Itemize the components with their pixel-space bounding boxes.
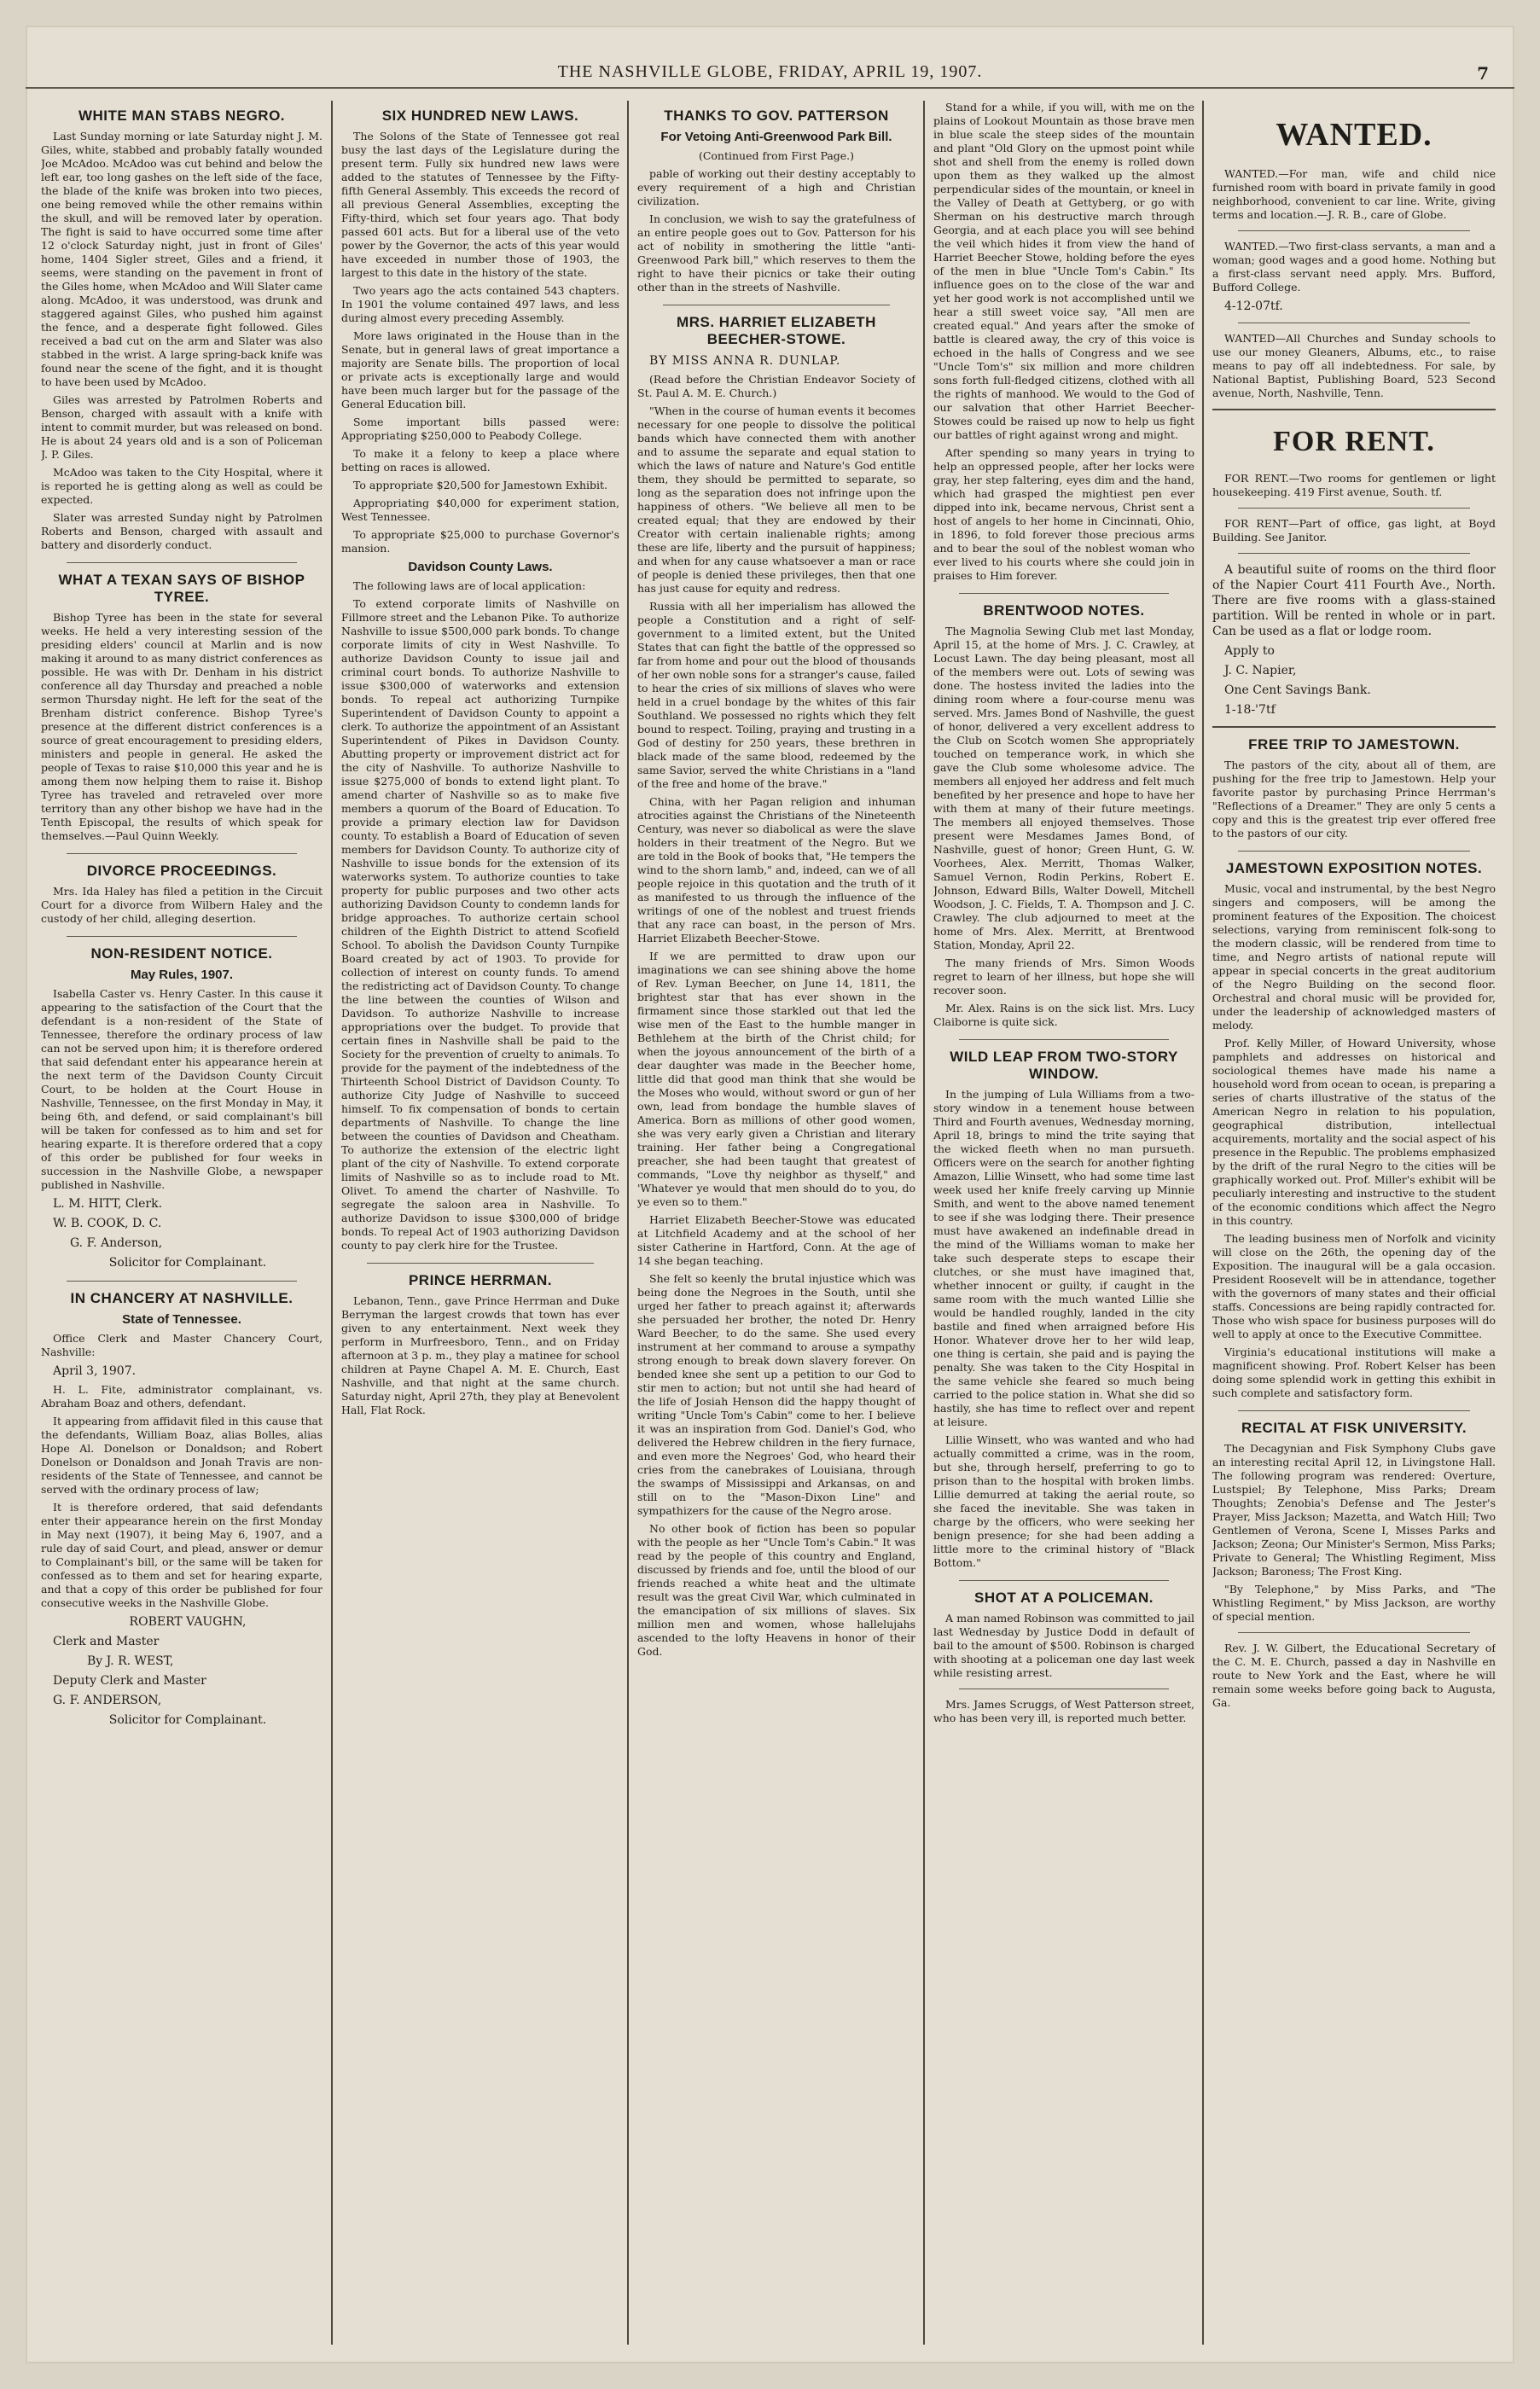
- divider: [1238, 230, 1470, 231]
- signature: Solicitor for Complainant.: [108, 1713, 267, 1727]
- article-paragraph: To appropriate $20,500 for Jamestown Exhibit.: [353, 479, 608, 491]
- masthead-title: THE NASHVILLE GLOBE, FRIDAY, APRIL 19, 1907.: [557, 61, 983, 81]
- article-paragraph: It appearing from affidavit filed in this cause that the defendants, William Boaz, alias Bolles, alias Hope Al. Donelson or Donaldson; and Robert Donelson or Donaldson and Jonah Travis are non-residents of the State of Tennessee, and cannot be served with the ordinary process of law;: [41, 1415, 323, 1496]
- article-headline: THANKS TO GOV. PATTERSON: [664, 108, 889, 124]
- article-paragraph: Rev. J. W. Gilbert, the Educational Secretary of the C. M. E. Church, passed a day in Nashville en route to New York and the East, where he will remain some weeks before going back to Augusta, Ga.: [1212, 1642, 1496, 1709]
- display-ad-napier: A beautiful suite of rooms on the third floor of the Napier Court 411 Fourth Ave., North. There are five rooms with a glass-stained partition. Will be rented in whole or in part. Can be used as a flat or lodge room.: [1212, 563, 1496, 638]
- article-headline: WILD LEAP FROM TWO-STORY WINDOW.: [950, 1049, 1178, 1082]
- newspaper-page: [26, 26, 1514, 2363]
- column-2: [341, 101, 619, 2345]
- for-rent-heading: FOR RENT.: [1273, 426, 1435, 457]
- signature: G. F. ANDERSON,: [53, 1694, 162, 1707]
- signature: G. F. Anderson,: [70, 1236, 163, 1250]
- signature: Clerk and Master: [53, 1635, 160, 1648]
- column-rule: [331, 101, 333, 2345]
- article-paragraph: In conclusion, we wish to say the gratefulness of an entire people goes out to Gov. Patterson for his act of nobility in smothering the little "anti-Greenwood Park bill," which reserves to them the right to have their picnics or take their outing other than in the streets of Nashville.: [637, 212, 915, 294]
- article-paragraph: In the jumping of Lula Williams from a two-story window in a tenement house between Third and Fourth avenues, Wednesday morning, April 18, brings to mind the trite saying that the wicked fleeth when no man pursueth. Officers were on the search for another fighting Amazon, Lillie Winsett, who had some time last week used her knife freely carving up Minnie Smith, and went to the above named tenement to see if she was lodging there. Their presence must have awakened an indefinable dread in the mind of the Williams woman to make her take such desperate steps to escape their clutches, or she must have imagined that, whether innocent or guilty, if caught in the same room with the much wanted Lillie she would be handled roughly, landed in the city bastile and fined when arraigned before His Honor. Whatever drove her to her wild leap, one thing is certain, she paid and is paying the penalty. She was taken to the City Hospital in the same vehicle she feared so much being carried to the police station in. What she did so hastily, she has time to reflect over and repent at leisure.: [933, 1088, 1194, 1428]
- article-paragraph: The many friends of Mrs. Simon Woods regret to learn of her illness, but hope she will recover soon.: [933, 956, 1194, 997]
- article-paragraph: To extend corporate limits of Nashville on Fillmore street and the Lebanon Pike. To authorize Nashville to issue $500,000 park bonds. To change corporate limits of city in West Nashville. To authorize Davidson County to issue jail and criminal court bonds. To authorize Nashville to issue $300,000 of waterworks and extension bonds. To repeal act authorizing Turnpike Superintendent of Davidson County to appoint a clerk. To authorize the appointment of an Assistant Superintendent of Pikes in Davidson County. Abutting property or improvement district act for the city of Nashville. To authorize Nashville to issue $275,000 of bonds to extend light plant. To amend charter of Nashville so as to make five members a quorum of the Board of Education. To provide a primary election law for Davidson county. To establish a Board of Education of seven members for Davidson County. To authorize city of Nashville to issue bonds for the extension of its waterworks system. To authorize counties to take property for public purposes and two other acts authorizing Davidson County to condemn lands for bridge approaches. To authorize certain school children of the Eighth District to attend Scofield School. To abolish the Davidson County Turnpike Board created by act of 1903. To provide for collection of interest on county funds. To amend the redistricting act of Davidson County. To change the line between the counties of Wilson and Davidson. To authorize Nashville to increase appropriations over the budget. To provide that certain fines in Nashville shall be paid to the Society for the prevention of cruelty to animals. To provide for the payment of the indebtedness of the Thirteenth School District of Davidson County. To authorize City Judge of Nashville to succeed himself. To fix compensation of bonds to certain departments of Nashville. To change the line between the counties of Davidson and Cheatham. To authorize the extension of the electric light plant of the city of Nashville. To extend corporate limits of Nashville so as to include road to Mt. Olivet. To amend the charter of Nashville. To segregate the saloon area in Nashville. To authorize Davidson to issue $300,000 of bridge bonds. To repeal Act of 1903 authorizing Davidson county to pay clerk hire for the Trustee.: [341, 597, 619, 1252]
- article-paragraph: She felt so keenly the brutal injustice which was being done the Negroes in the South, until she urged her father to preach against it; afterwards she persuaded her brother, the noted Dr. Henry Ward Beecher, to do the same. She used every instrument at her command to arouse a sympathy strong enough to break down slavery forever. On bended knee she sent up a petition to our God to stir men to action; but not until she had heard of the life of Josiah Henson did the happy thought of writing "Uncle Tom's Cabin" come to her. I believe it was an inspiration from God. Daniel's God, who delivered the Hebrew children in the fiery furnace, and even more the Negroes' God, who heard their cries from the canebrakes of Louisiana, through the swamps of Mississippi and Arkansas, on and still on to the "Mason-Dixon Line" and sympathizers for the cause of the Negro arose.: [637, 1272, 915, 1517]
- article-headline: WHITE MAN STABS NEGRO.: [78, 108, 286, 124]
- divider: [1238, 508, 1470, 509]
- ad-code: 1-18-'7tf: [1224, 703, 1276, 717]
- article-jamestown: [1212, 860, 1496, 1400]
- article-paragraph: The Decagynian and Fisk Symphony Clubs gave an interesting recital April 12, in Livingstone Hall. The following program was rendered: Overture, Lustspiel; By Telephone, Miss Parks; Dream Thoughts; Zenobia's Defense and The Jester's Prayer, Miss Jackson; Mazetta, and Watch Hill; Two Gentlemen of Verona, Scene I, Misses Parks and Jackson; Zeona; Our Minister's Sermon, Miss Parks; Private to General; The Whistling Regiment, Miss Jackson; Baroness; The Frost King.: [1212, 1442, 1496, 1578]
- article-paragraph: It is therefore ordered, that said defendants enter their appearance herein on the first Monday in May next (1907), it being May 6, 1907, and a rule day of said Court, and plead, answer or demur to Complainant's bill, or the same will be taken for confessed as to them and set for hearing exparte, and that a copy of this order be published for four consecutive weeks in the Nashville Globe.: [41, 1501, 323, 1609]
- column-3: [637, 101, 915, 2345]
- article-paragraph: pable of working out their destiny acceptably to every requirement of a high and Christian civilization.: [637, 167, 915, 207]
- classified-ad: WANTED.—For man, wife and child nice furnished room with board in private family in good neighborhood, convenient to car line. Write, giving terms and location.—J. R. B., care of Globe.: [1212, 167, 1496, 221]
- byline: BY MISS ANNA R. DUNLAP.: [649, 354, 841, 368]
- article-shot: [933, 1590, 1194, 1725]
- article-headline: MRS. HARRIET ELIZABETH BEECHER-STOWE.: [677, 314, 876, 347]
- article-headline: SHOT AT A POLICEMAN.: [974, 1590, 1154, 1606]
- article-paragraph: China, with her Pagan religion and inhuman atrocities against the Christians of the Nineteenth Century, was never so diabolical as were the slave holders in their treatment of the Negro. But we are told in the Book of books that, "He tempers the wind to the shorn lamb," and, indeed, can we of all people rejoice in this quotation and the truth of it as manifested to us through the influence of the writings of one of the noblest and truest friends that any race can boast, in the person of Mrs. Harriet Elizabeth Beecher-Stowe.: [637, 795, 915, 945]
- divider: [959, 1039, 1169, 1040]
- article-paragraph: Appropriating $40,000 for experiment station, West Tennessee.: [341, 497, 619, 523]
- divider: [1238, 851, 1470, 852]
- divider: [367, 1263, 594, 1264]
- signature: Deputy Clerk and Master: [53, 1674, 206, 1688]
- article-paragraph: To make it a felony to keep a place where betting on races is allowed.: [341, 447, 619, 474]
- article-headline: NON-RESIDENT NOTICE.: [90, 945, 273, 962]
- ad-bank: One Cent Savings Bank.: [1224, 683, 1371, 697]
- article-paragraph: "When in the course of human events it becomes necessary for one people to dissolve the political bands which have connected them with another and to assume the separate and equal station to which the laws of nature and Nature's God entitle them, they should be permitted to separate, so long as the separation does not infringe upon the happiness of others. "We believe all men to be created equal; that they are endowed by their Creator with certain inalienable rights; among these are life, liberty and the pursuit of happiness; and when for any cause whatsoever a man or race of people is denied these privileges, then that one has just cause for equity and redress.: [637, 404, 915, 595]
- article-paragraph: McAdoo was taken to the City Hospital, where it is reported he is getting along as well as could be expected.: [41, 466, 323, 506]
- article-paragraph: "By Telephone," by Miss Parks, and "The Whistling Regiment," by Miss Jackson, are worthy of special mention.: [1212, 1583, 1496, 1623]
- article-paragraph: More laws originated in the House than in the Senate, but in general laws of great importance a majority are Senate bills. The proportion of local or private acts is exceptionally large and would have been much larger but for the passage of the General Education bill.: [341, 329, 619, 410]
- column-1: [41, 101, 323, 2345]
- divider: [67, 1281, 297, 1282]
- classified-ad: FOR RENT—Part of office, gas light, at Boyd Building. See Janitor.: [1212, 517, 1496, 543]
- article-subhead: May Rules, 1907.: [130, 968, 234, 982]
- divider: [1238, 553, 1470, 554]
- article-headline: WHAT A TEXAN SAYS OF BISHOP TYREE.: [58, 572, 305, 605]
- article-paragraph: No other book of fiction has been so popular with the people as her "Uncle Tom's Cabin." It was read by the people of this country and England, discussed by friends and foe, until the blood of our friends reached a white heat and the ultimate result was the great Civil War, which culminated in the emancipation of six millions of slaves. Six million men and women, whose hallelujahs ascended to the lofty Heavens in honor of their God.: [637, 1522, 915, 1658]
- article-paragraph: Russia with all her imperialism has allowed the people a Constitution and a right of self-government to a limited extent, but the United States that can fight the battle of the oppressed so far from home and pour out the blood of thousands of her own noble sons for a stranger's cause, failed to hear the cries of six millions of slaves who were held in a cruel bondage by the whites of this fair Southland. We possessed no rights which they felt bound to respect. Toiling, praying and trusting in a God of destiny for 250 years, these brethren in black made of the same blood, redeemed by the same Savior, served the white Christians in a "land of the free and home of the brave.": [637, 600, 915, 790]
- article-thanks: [637, 108, 915, 294]
- classified-ad: WANTED.—Two first-class servants, a man and a woman; good wages and a good home. Nothing but a first-class servant need apply. Mrs. Bufford, Bufford College.: [1212, 240, 1496, 294]
- columns: [41, 101, 1500, 2345]
- ad-name: J. C. Napier,: [1224, 664, 1297, 677]
- classified-ad: FOR RENT.—Two rooms for gentlemen or light housekeeping. 419 First avenue, South. tf.: [1212, 472, 1496, 498]
- column-5: [1212, 101, 1496, 2345]
- column-rule: [1202, 101, 1204, 2345]
- article-paragraph: Mrs. James Scruggs, of West Patterson street, who has been very ill, is reported much better.: [933, 1698, 1194, 1724]
- article-brentwood: [933, 602, 1194, 1029]
- notice-nonresident: [41, 945, 323, 1270]
- article-paragraph: Last Sunday morning or late Saturday night J. M. Giles, white, stabbed and probably fatally wounded Joe McAdoo. McAdoo was cut behind and below the left ear, too long gashes on the left side of the face, the blade of the knife was broken into two pieces, one being removed while the other remains within the skull, and will be removed later by operation. The fight is said to have occurred some time after 12 o'clock Saturday night, just in front of Giles' home, 1404 Sigler street, Giles and a friend, it seems, were standing on the pavement in front of the Giles home, when McAdoo and Will Slater came along. McAdoo, it was understood, was drunk and staggered against Giles, who pushed him against the fence, and a desperate fight followed. Giles received a bad cut on the arm and Slater was also stabbed in the wrist. A large spring-back knife was found near the scene of the fight, and it is thought to have been used by McAdoo.: [41, 130, 323, 388]
- column-rule: [627, 101, 629, 2345]
- classified-ad: WANTED—All Churches and Sunday schools to use our money Gleaners, Albums, etc., to raise means to pay off all indebtedness. For sale, by National Baptist, Publishing Board, 523 Second avenue, North, Nashville, Tenn.: [1212, 332, 1496, 399]
- divider: [1212, 409, 1496, 410]
- notice-date: April 3, 1907.: [53, 1364, 137, 1378]
- article-paragraph: Some important bills passed were: Appropriating $250,000 to Peabody College.: [341, 416, 619, 442]
- article-paragraph: Lebanon, Tenn., gave Prince Herrman and Duke Berryman the largest crowds that town has ever given to any entertainment. Next week they perform in Murfreesboro, Tenn., and on Friday afternoon at 3 p. m., they play a matinee for school children at Payne Chapel A. M. E. Church, East Nashville, and that night at the same church. Saturday night, April 27th, they play at Benevolent Hall, Flat Rock.: [341, 1294, 619, 1416]
- wanted-heading: WANTED.: [1276, 117, 1432, 153]
- page-number: 7: [1477, 63, 1489, 84]
- article-subhead: For Vetoing Anti-Greenwood Park Bill.: [660, 130, 892, 144]
- continued-note: (Continued from First Page.): [698, 149, 855, 162]
- article-paragraph: Slater was arrested Sunday night by Patrolmen Roberts and Benson, charged with assault and battery and disorderly conduct.: [41, 511, 323, 551]
- article-free-trip: [1212, 736, 1496, 840]
- divider: [1212, 726, 1496, 728]
- article-paragraph: A man named Robinson was committed to jail last Wednesday by Justice Dodd in default of bail to the amount of $500. Robinson is charged with shooting at a policeman one day last week while resisting arrest.: [933, 1612, 1194, 1679]
- notice-chancery: [41, 1290, 323, 1728]
- article-headline: DIVORCE PROCEEDINGS.: [86, 863, 277, 879]
- divider: [1238, 1632, 1470, 1633]
- article-paragraph: (Read before the Christian Endeavor Society of St. Paul A. M. E. Church.): [637, 373, 915, 399]
- article-paragraph: The Solons of the State of Tennessee got real busy the last days of the Legislature during the present term. Fully six hundred new laws were added to the statutes of Tennessee by the Fifty-fifth General Assembly. This exceeds the record of all previous General Assemblies, excepting the Fifty-third, which set four years ago. That body passed 601 acts. But for a liberal use of the veto power by the Governor, the acts of this year would have exceeded in number those of 1903, the largest to this date in the history of the state.: [341, 130, 619, 279]
- article-paragraph: Stand for a while, if you will, with me on the plains of Lookout Mountain as those brave men in blue scale the steep sides of the mountain and plant "Old Glory on the upmost point while shot and shell from the enemy is rolled down upon them as they walked up the almost perpendicular sides of the mountain, or kneel in the Valley of Death at Gettyberg, or go with Sherman on his destructive march through Georgia, and at each place you will see behind the veil which hides it from view the hand of Harriet Beecher Stowe, holding before the eyes of the men in blue "Uncle Tom's Cabin." Its influence goes on to the close of the war and yet her good work is not accomplished until we hear a still sweet voice say, "All men are created equal." And years after the smoke of battle is cleared away, the cry of this voice is echoed in the halls of Congress and we see "Uncle Tom's" six million and more children sons forth full-fledged citizens, clothed with all the rights of manhood. We would to the God of our salvation that other Harriet Beecher-Stowes could be raised up now to help us fight our battles of right against wrong and might.: [933, 101, 1194, 441]
- ad-code: 4-12-07tf.: [1224, 299, 1283, 313]
- article-paragraph: The following laws are of local application:: [353, 579, 586, 592]
- article-headline: RECITAL AT FISK UNIVERSITY.: [1241, 1420, 1467, 1436]
- article-headline: BRENTWOOD NOTES.: [983, 602, 1145, 619]
- article-paragraph: The pastors of the city, about all of them, are pushing for the free trip to Jamestown. Help your favorite pastor by purchasing Prince Herrman's "Reflections of a Dreamer." They are only 5 cents a copy and this is the greatest trip ever offered free to the pastors of our city.: [1212, 759, 1496, 840]
- column-4: [933, 101, 1194, 2345]
- article-laws: [341, 108, 619, 1253]
- article-stabs: [41, 108, 323, 552]
- article-paragraph: The Magnolia Sewing Club met last Monday, April 15, at the home of Mrs. J. C. Crawley, at Locust Lawn. The day being pleasant, most all of the members were out. Lots of sewing was done. The hostess invited the ladies into the dining room where a four-course menu was served. Mrs. James Bond of Nashville, the guest of honor, delivered a very excellent address to the Club on Scotch women She appropriately touched on temperance work, in which she gave the Club some wholesome advice. The members all enjoyed her address and felt much benefited by her presence and hope to have her with them at many of their future meetings. The members all enjoyed themselves. Those present were Mesdames James Bond, of Nashville, guest of honor; Green Hunt, G. W. Voorhees, Alex. Merritt, Thomas Walker, Samuel Vernon, Rodin Perkins, Robert E. Johnson, Edward Bills, Walter Dowell, Mitchell Woodson, J. C. Fields, T. A. Thompson and J. C. Crawley. The club adjourned to meet at the home of Mrs. Alex. Merritt, at Brentwood Station, Monday, April 22.: [933, 625, 1194, 951]
- signature: By J. R. WEST,: [87, 1654, 174, 1668]
- article-paragraph: Harriet Elizabeth Beecher-Stowe was educated at Litchfield Academy and at the school of her sister Catherine in Hartford, Conn. At the age of 14 she began teaching.: [637, 1213, 915, 1267]
- article-paragraph: Isabella Caster vs. Henry Caster. In this cause it appearing to the satisfaction of the Court that the defendant is a non-resident of the State of Tennessee, therefore the ordinary process of law can not be served upon him; it is therefore ordered that said defendant enter his appearance herein at the next term of the Davidson County Circuit Court, to be holden at the Court House in Nashville, Tennessee, on the first Monday in May, it being 6th, and defend, or said complainant's bill will be taken for confessed as to him and set for hearing exparte. It is therefore ordered that a copy of this order be published for four weeks in succession in the Nashville Globe, a newspaper published in Nashville.: [41, 987, 323, 1191]
- article-headline: PRINCE HERRMAN.: [408, 1272, 553, 1288]
- signature: W. B. COOK, D. C.: [53, 1217, 162, 1230]
- article-paragraph: Office Clerk and Master Chancery Court, Nashville:: [41, 1332, 323, 1358]
- article-herrman: [341, 1272, 619, 1417]
- article-headline: SIX HUNDRED NEW LAWS.: [381, 108, 579, 124]
- article-stowe: [637, 314, 915, 1659]
- article-leap: [933, 1049, 1194, 1570]
- article-texan: [41, 572, 323, 843]
- article-headline: FREE TRIP TO JAMESTOWN.: [1248, 736, 1460, 753]
- signature: L. M. HITT, Clerk.: [53, 1197, 163, 1211]
- divider: [1238, 1410, 1470, 1411]
- article-stowe-cont: [933, 101, 1194, 583]
- divider: [959, 1580, 1169, 1581]
- article-paragraph: Lillie Winsett, who was wanted and who had actually committed a crime, was in the room, but she, through herself, preferring to go to prison than to the hospital with broken limbs. Lillie demurred at taking the aerial route, so she faced the inevitable. She was taken in charge by the officers, who were seeking her benign presence; for she had been adding a little more to the criminal history of "Black Bottom.": [933, 1433, 1194, 1569]
- article-paragraph: After spending so many years in trying to help an oppressed people, after her locks were gray, her step faltering, eyes dim and the hand, which had grasped the mightiest pen ever dipped into ink, became nervous, Christ sent a host of angels to her home in Cincinnati, Ohio, in 1896, to fold forever those precious arms and to bear the soul of the noblest woman who ever lived to his courts where she could join in praises to Him forever.: [933, 446, 1194, 582]
- article-headline: IN CHANCERY AT NASHVILLE.: [70, 1290, 293, 1306]
- article-divorce: [41, 863, 323, 926]
- divider: [67, 562, 297, 563]
- page-header: [26, 56, 1514, 89]
- article-paragraph: Prof. Kelly Miller, of Howard University, whose pamphlets and addresses on historical and sociological themes have made his name a household word from ocean to ocean, is preparing a series of charts illustrative of the status of the American Negro in relation to his population, geographical distribution, intellectual acquirements, mortality and the social aspect of his presence in the Republic. The problems emphasized by the drift of the rural Negro to the cities will be graphically worked out. Prof. Miller's exhibit will be peculiarly interesting and instructive to the student of the economic conditions which affect the Negro in this country.: [1212, 1037, 1496, 1227]
- article-headline: JAMESTOWN EXPOSITION NOTES.: [1225, 860, 1483, 876]
- column-rule: [923, 101, 925, 2345]
- article-paragraph: Music, vocal and instrumental, by the best Negro singers and composers, will be among the prominent features of the Exposition. The choicest selections, varying from reminiscent folk-song to the modern classic, will be rendered from time to time, and Negro artists of national repute will appear in special concerts in the great auditorium of the Negro Building on the second floor. Orchestral and choral music will be provided for, under the leadership of acknowledged masters of melody.: [1212, 882, 1496, 1032]
- article-paragraph: H. L. Fite, administrator complainant, vs. Abraham Boaz and others, defendant.: [41, 1383, 323, 1410]
- article-paragraph: Two years ago the acts contained 543 chapters. In 1901 the volume contained 497 laws, and less during almost every preceding Assembly.: [341, 284, 619, 324]
- signature: ROBERT VAUGHN,: [129, 1615, 247, 1629]
- article-fisk: [1212, 1420, 1496, 1710]
- article-subhead: Davidson County Laws.: [408, 560, 553, 574]
- ad-apply: Apply to: [1224, 644, 1275, 658]
- article-paragraph: The leading business men of Norfolk and vicinity will close on the 26th, the opening day of the Exposition. The inaugural will be a gala occasion. President Roosevelt will be in attendance, together with the governors of many states and their official staffs. Concessions are being rapidly contracted for. Those who wish space for business purposes will do well to apply at once to the Executive Committee.: [1212, 1232, 1496, 1340]
- article-paragraph: If we are permitted to draw upon our imaginations we can see shining above the home of Rev. Lyman Beecher, on June 14, 1811, the brightest star that has ever shown in the firmament since those starkled out that led the wise men of the East to the humble manger in Bethlehem at the birth of the Christ child; for when the joyous announcement of the birth of a dear daughter was made in the Beecher home, little did that good man think that she would be the Moses who would, without sword or gun of her own, lead from bondage the humble slaves of America. Born as millions of other good women, she was very early given a Christian and literary training. Her father being a Congregational preacher, she had been taught that greatest of commands, "Love thy neighbor as thyself," and 'Whatever ye would that men should do to you, do ye even so to them.": [637, 950, 915, 1208]
- divider: [959, 593, 1169, 594]
- article-paragraph: Bishop Tyree has been in the state for several weeks. He held a very interesting session of the presiding elders' council at Marlin and is now making it around to as many district conferences as possible. He was with Dr. Denham in his district conference all day Thursday and preached a noble sermon Thursday night. He left for the seat of the Brenham district conference. Bishop Tyree's presence at the different district conferences is a source of great encouragement to presiding elders, ministers and people in general. He asked the people of Texas to raise $10,000 this year and he is among them now helping them to raise it. Bishop Tyree has traveled and retraveled over more territory than any other bishop we have had in the Tenth Episcopal, the results of which speak for themselves.—Paul Quinn Weekly.: [41, 611, 323, 842]
- article-subhead: State of Tennessee.: [122, 1312, 241, 1327]
- divider: [67, 936, 297, 937]
- article-paragraph: Giles was arrested by Patrolmen Roberts and Benson, charged with assault with a knife with intent to commit murder, but was released on bond. He is about 24 years old and is a son of Policeman J. P. Giles.: [41, 393, 323, 461]
- signature: Solicitor for Complainant.: [108, 1256, 267, 1270]
- article-paragraph: Mr. Alex. Rains is on the sick list. Mrs. Lucy Claiborne is quite sick.: [933, 1002, 1194, 1028]
- article-paragraph: Virginia's educational institutions will make a magnificent showing. Prof. Robert Kelser has been doing some splendid work in getting this exhibit in such complete and satisfactory form.: [1212, 1346, 1496, 1399]
- divider: [67, 853, 297, 854]
- article-paragraph: To appropriate $25,000 to purchase Governor's mansion.: [341, 528, 619, 555]
- article-paragraph: Mrs. Ida Haley has filed a petition in the Circuit Court for a divorce from Wilbern Haley and the custody of her child, alleging desertion.: [41, 885, 323, 925]
